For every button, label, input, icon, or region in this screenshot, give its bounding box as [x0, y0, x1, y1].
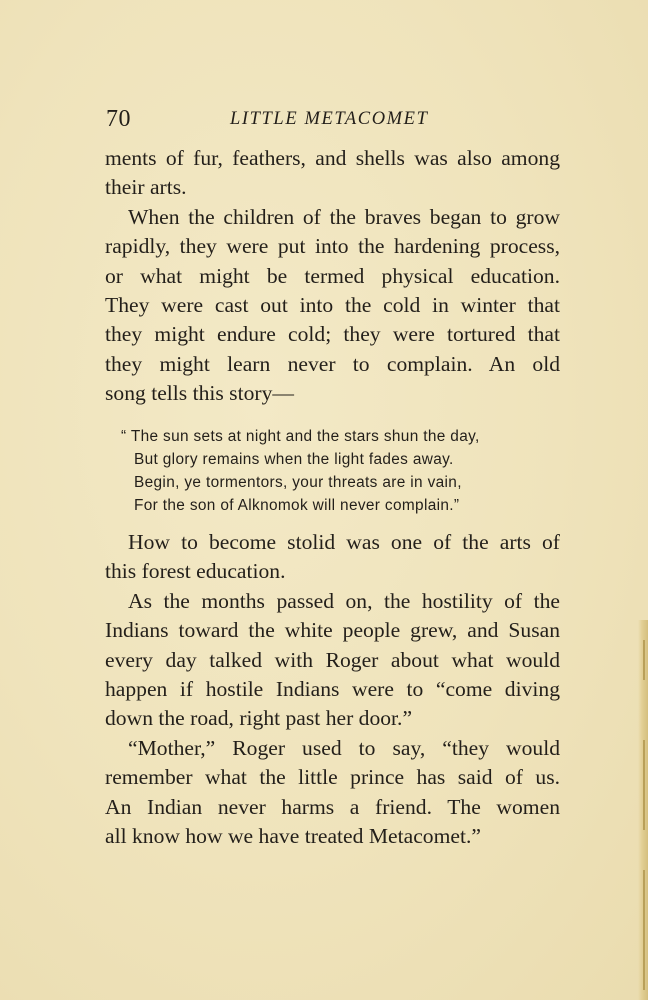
text-line: every day talked with Roger about what would — [105, 647, 560, 672]
paragraph-block-2 — [105, 528, 560, 851]
edge-mark — [643, 740, 645, 830]
text-line: They were cast out into the cold in winter that — [105, 292, 560, 317]
text-line: all know how we have treated Metacomet.” — [105, 823, 481, 848]
text-line: remember what the little prince has said of us. — [105, 765, 560, 790]
text-line: Indians toward the white people grew, and Susan — [105, 618, 560, 643]
page-edge — [638, 620, 648, 1000]
paragraph-block-1 — [105, 144, 560, 409]
text-line: ments of fur, feathers, and shells was also among — [105, 146, 560, 170]
text-line: or what might be termed physical education. — [105, 263, 560, 288]
text-line: An Indian never harms a friend. The women — [105, 794, 560, 819]
verse-line: But glory remains when the light fades away. — [134, 451, 454, 468]
text-line: song tells this story— — [105, 381, 294, 406]
verse-line: For the son of Alknomok will never complain.” — [134, 497, 460, 514]
text-line: they might endure cold; they were tortured that — [105, 322, 560, 347]
running-head — [106, 106, 536, 136]
text-line: they might learn never to complain. An old — [105, 351, 560, 376]
text-line: their arts. — [105, 175, 187, 200]
text-line: down the road, right past her door.” — [105, 706, 413, 731]
verse-quote — [121, 425, 541, 517]
text-line: “Mother,” Roger used to say, “they would — [128, 735, 560, 760]
page-number: 70 — [106, 106, 131, 132]
text-line: As the months passed on, the hostility of the — [128, 588, 560, 613]
text-line: this forest education. — [105, 559, 286, 584]
running-title: LITTLE METACOMET — [230, 109, 429, 129]
verse-line: Begin, ye tormentors, your threats are in vain, — [134, 474, 462, 491]
edge-mark — [643, 640, 645, 680]
text-line: happen if hostile Indians were to “come diving — [105, 676, 560, 701]
verse-line: “ The sun sets at night and the stars shun the day, — [121, 428, 480, 445]
edge-mark — [643, 870, 645, 990]
text-line: rapidly, they were put into the hardening process, — [105, 234, 560, 259]
text-line: How to become stolid was one of the arts of — [128, 530, 560, 554]
text-line: When the children of the braves began to grow — [128, 204, 560, 229]
